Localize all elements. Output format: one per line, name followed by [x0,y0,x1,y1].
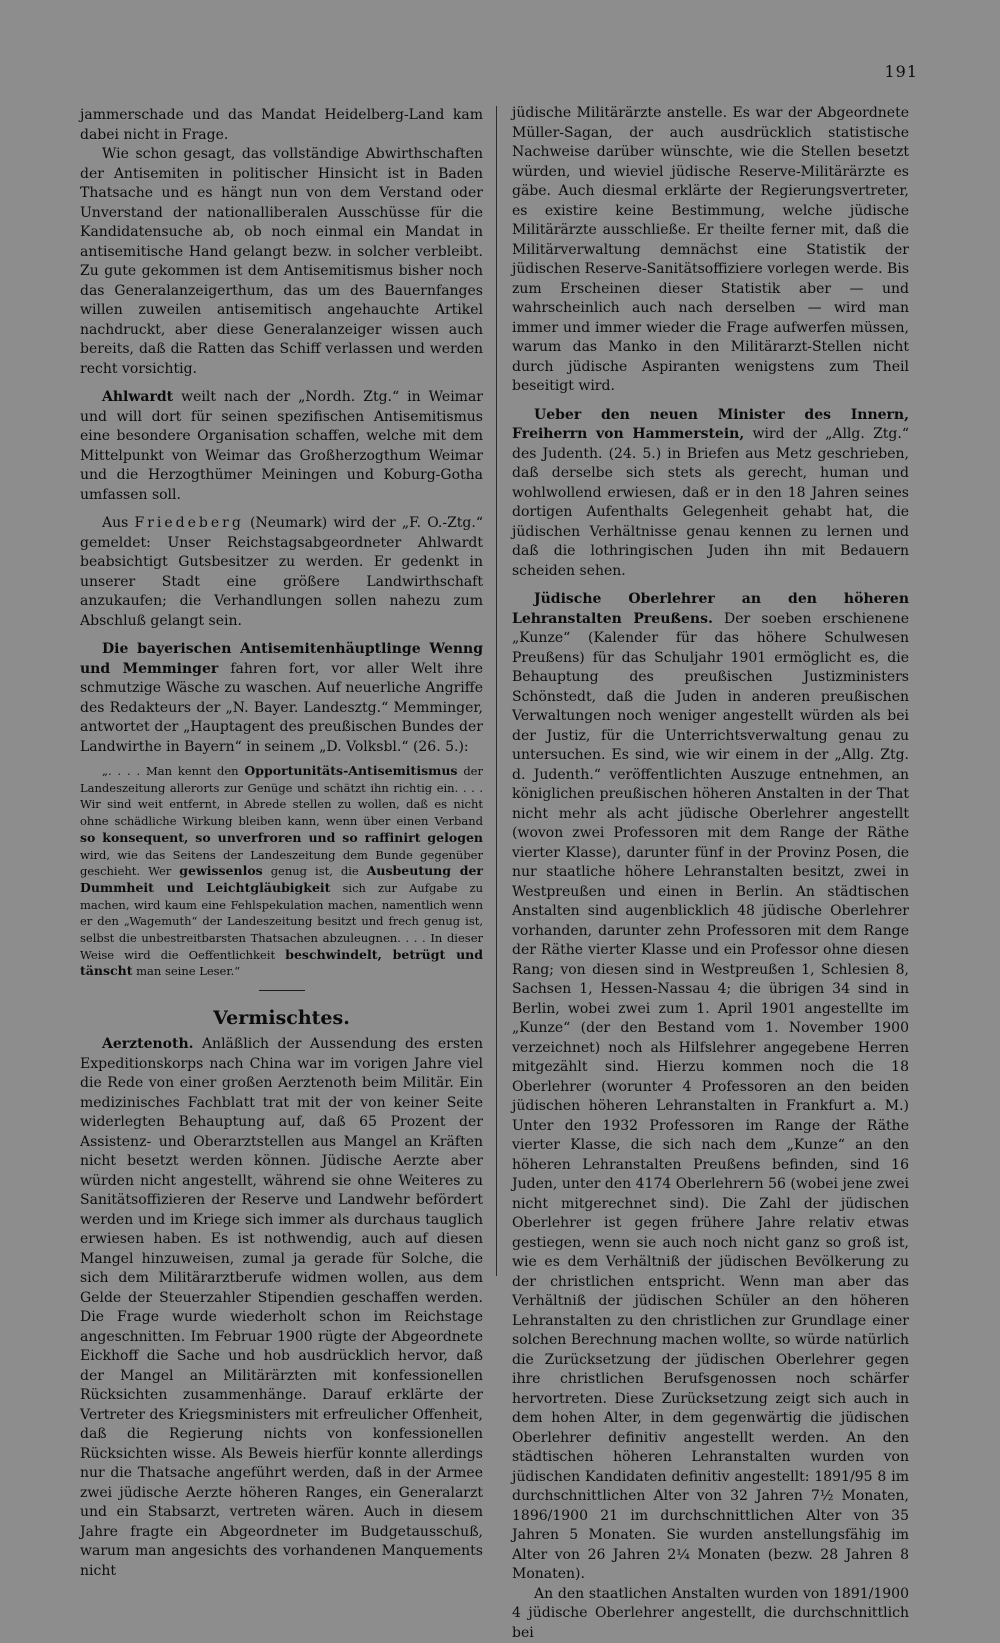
quote-part: wird, wie das Seitens der Landeszeitung dem Bunde gegenüber geschieht. Wer [80,848,483,879]
paragraph-ahlwardt-weimar [80,388,483,505]
column-divider [496,106,497,1276]
quote-bold: so konsequent, so unverfroren und so raffinirt gelogen [80,830,483,845]
quotation-volksblatt [80,763,483,980]
quote-part: der Landeszeitung allerorts zur Genüge und schätzt ihn richtig ein. . . . Wir sind weit entfernt, in Abrede stellen zu wollen, daß es nicht ohne schädliche Wirkung bleiben kann, wenn über einen Verband [80,764,483,828]
quote-bold: beschwindelt, betrügt und tänscht [80,947,483,979]
headline-bavarian-antisemites: Die bayerischen Antisemitenhäuptlinge Wenng und Memminger [80,641,483,677]
section-divider [259,990,305,991]
paragraph-state-institutions: An den staatlichen Anstalten wurden von 1891/1900 4 jüdische Oberlehrer angestellt, die durchschnittlich bei [512,1585,909,1643]
quote-part: genug ist, die [263,864,367,878]
paragraph-oberlehrer-text: Der soeben erschienene „Kunze“ (Kalender für das höhere Schulwesen Preußens) für das Schuljahr 1901 ermöglicht es, die Behauptung des preußischen Justizministers Schönstedt, daß die Juden in anderen preußischen Verwaltungen noch weniger angestellt würden als bei der Justiz, für die Unterrichtsverwaltung genau zu untersuchen. Es sind, wie wir einem in der „Allg. Ztg. d. Judenth.“ veröffentlichten Auszuge entnehmen, an königlichen preußischen höheren Anstalten in der That nicht mehr als acht jüdische Oberlehrer angestellt (wovon zwei Professoren mit dem Range der Räthe vierter Klasse), darunter fünf in der Provinz Posen, die nur staatliche höhere Lehranstalten besitzt, zwei in Westpreußen und einen in Berlin. An städtischen Anstalten sind augenblicklich 48 jüdische Oberlehrer vorhanden, darunter zehn Professoren mit dem Range der Räthe vierter Klasse und ein Professor ohne diesen Rang; von diesen sind in Westpreußen 1, Schlesien 8, Sachsen 1, Hessen-Nassau 4; die übrigen 34 sind in Berlin, wobei zwei zum 1. April 1901 angestellte im „Kunze“ (der den Bestand vom 1. November 1900 verzeichnet) noch als Hilfslehrer angegebene Herren mitgezählt sind. Hierzu kommen noch die 18 Oberlehrer (worunter 4 Professoren an den beiden jüdischen höheren Lehranstalten in Frankfurt a. M.) Unter den 1932 Professoren im Range der Räthe vierter Klasse, die sich nach dem „Kunze“ an den höheren Lehranstalten Preußens befinden, sind 16 Juden, unter den 4174 Oberlehrern 56 (wobei jene zwei nicht mitgerechnet sind). Die Zahl der jüdischen Oberlehrer ist gegen frühere Jahre relativ etwas gestiegen, wenn sie auch noch nicht ganz so groß ist, wie es dem Verhältniß der jüdischen Bevölkerung zu der christlichen entspricht. Wenn man aber das Verhältniß der jüdischen Schüler an den höheren Lehranstalten zu den christlichen zur Grundlage einer solchen Berechnung machen wollte, so würde natürlich die Zurücksetzung der jüdischen Oberlehrer gegen ihre christlichen Berufsgenossen noch schärfer hervortreten. Diese Zurücksetzung zeigt sich auch in dem hohen Alter, in dem gegenwärtig die jüdischen Oberlehrer definitiv angestellt werden. An den städtischen höheren Lehranstalten wurden von jüdischen Kandidaten definitiv angestellt: 1891/95 8 im durchschnittlichen Alter von 32 Jahren 7½ Monaten, 1896/1900 21 im durchschnittlichen Alter von 35 Jahren 5 Monaten. Sie wurden anstellungsfähig im Alter von 26 Jahren 2¼ Monaten (bezw. 28 Jahren 8 Monaten). [512,611,909,1583]
quote-bold: Ausbeutung der Dummheit und Leichtgläubigkeit [80,863,483,895]
paragraph-aerztenoth [80,1035,483,1581]
headline-hammerstein: Ueber den neuen Minister des Innern, Freiherrn von Hammerstein, [512,407,909,443]
paragraph-heidelberg: jammerschade und das Mandat Heidelberg-Land kam dabei nicht in Frage. [80,106,483,145]
right-column [512,104,909,1643]
paragraph-bavarian-text: fahren fort, vor aller Welt ihre schmutzige Wäsche zu waschen. Auf neuerliche Angriffe des Redakteurs der „N. Bayer. Landesztg.“ Memminger, antwortet der „Hauptagent des preußischen Bundes der Landwirthe in Bayern“ in seinem „D. Volksbl.“ (26. 5.): [80,661,483,755]
paragraph-bavarian-antisemites [80,640,483,757]
paragraph-hammerstein-text: wird der „Allg. Ztg.“ des Judenth. (24. 5.) in Briefen aus Metz geschrieben, daß derselbe sich stets als gerecht, human und wohlwollend erwiesen, daß er in den 18 Jahren seines dortigen Aufenthalts Gelegenheit gehabt hat, die jüdischen Verhältnisse genau kennen zu lernen und daß die lothringischen Juden ihn mit Bedauern scheiden sehen. [512,426,909,579]
headline-ahlwardt: Ahlwardt [102,389,173,405]
paragraph-hammerstein [512,406,909,582]
paragraph-ahlwardt-text: weilt nach der „Nordh. Ztg.“ in Weimar und will dort für seinen spezifischen Antisemitismus eine besondere Organisation schaffen, welche mit dem Mittelpunkt von Weimar das Großherzogthum Weimar und die Herzogthümer Meiningen und Koburg-Gotha umfassen soll. [80,389,483,503]
paragraph-oberlehrer [512,590,909,1585]
quote-part: „. . . . Man kennt den [102,764,244,778]
quote-bold: Opportunitäts-Antisemitismus [244,763,457,778]
paragraph-aerztenoth-text: Anläßlich der Aussendung des ersten Expeditionskorps nach China war im vorigen Jahre viel die Rede von einer großen Aerztenoth beim Militär. Ein medizinisches Fachblatt trat mit der von keiner Seite widerlegten Behauptung auf, daß 65 Prozent der Assistenz- und Oberarztstellen aus Mangel an Kräften nicht besetzt werden können. Jüdische Aerzte aber würden nicht angestellt, während sie ohne Weiteres zu Sanitätsoffizieren der Reserve und Landwehr befördert werden und im Kriege sich immer als durchaus tauglich erwiesen haben. Es ist nothwendig, auch auf diesen Mangel hinzuweisen, zumal ja gerade für Solche, die sich dem Militärarztberufe widmen wollen, aus dem Gelde der Steuerzahler Stipendien geschaffen werden. Die Frage wurde wiederholt schon im Reichstage angeschnitten. Im Februar 1900 rügte der Abgeordnete Eickhoff die Sache und hob ausdrücklich hervor, daß der Mangel an Militärärzten mit konfessionellen Rücksichten zusammenhänge. Darauf erklärte der Vertreter des Kriegsministers mit erfreulicher Offenheit, daß die Regierung nichts von konfessionellen Rücksichten wisse. Als Beweis hierfür konnte allerdings nur die Thatsache angeführt werden, daß in der Armee zwei jüdische Aerzte höheren Ranges, ein Generalarzt und ein Stabsarzt, vertreten wären. Auch in diesem Jahre fragte ein Abgeordneter im Budgetausschuß, warum man angesichts des vorhandenen Manquements nicht [80,1036,483,1579]
quote-part: man seine Leser.“ [132,964,240,978]
paragraph-friedeberg [80,514,483,631]
paragraph-baden: Wie schon gesagt, das vollständige Abwirthschaften der Antisemiten in politischer Hinsicht ist in Baden Thatsache und es hängt nun von dem Verstand oder Unverstand der nationalliberalen Ausschüsse für die Kandidatensuche ab, ob noch einmal ein Mandat in antisemitische Hand gelangt bezw. in solcher verbleibt. Zu gute gekommen ist dem Antisemitismus bisher noch das Generalanzeigerthum, das um des Bauernfanges willen zuweilen antisemitisch angehauchte Artikel nachdruckt, aber diese Generalanzeiger wissen auch bereits, daß die Ratten das Schiff verlassen und werden recht vorsichtig. [80,145,483,379]
paragraph-military-doctors: jüdische Militärärzte anstelle. Es war der Abgeordnete Müller-Sagan, der auch ausdrücklich statistische Nachweise darüber wünschte, wie die Stellen besetzt würden, und wieviel jüdische Reserve-Militärärzte es gäbe. Auch diesmal erklärte der Regierungsvertreter, es existire keine Bestimmung, welche jüdische Militärärzte ausschließe. Er theilte ferner mit, daß die Militärverwaltung demnächst eine Statistik der jüdischen Reserve-Sanitätsoffiziere vorlegen werde. Bis zum Erscheinen dieser Statistik aber — und wahrscheinlich auch nach derselben — wird man immer und immer wieder die Frage aufwerfen müssen, warum das Manko in den Militärarzt-Stellen nicht durch jüdische Aspiranten wenigstens zum Theil beseitigt wird. [512,104,909,397]
page-number: 191 [884,62,918,81]
quote-part: sich zur Aufgabe zu machen, wird kaum eine Fehlspekulation machen, namentlich wenn er den „Wagemuth“ der Landeszeitung besitzt und frech genug ist, selbst die unbestreitbarsten Thatsachen abzuleugnen. . . . In dieser Weise wird die Oeffentlichkeit [80,881,483,962]
friedeberg-lead: Aus [102,515,134,531]
section-title-vermischtes: Vermischtes. [80,1005,483,1031]
place-friedeberg: Friedeberg [134,515,243,531]
paragraph-friedeberg-text: (Neumark) wird der „F. O.-Ztg.“ gemeldet: Unser Reichstagsabgeordneter Ahlwardt beabsichtigt Gutsbesitzer zu werden. Er gedenkt in unserer Stadt eine größere Landwirthschaft anzukaufen; die Verhandlungen sollen nahezu zum Abschluß gelangt sein. [80,515,483,629]
left-column [80,106,483,1581]
quote-bold: gewissenlos [179,863,262,878]
headline-oberlehrer: Jüdische Oberlehrer an den höheren Lehranstalten Preußens. [512,591,909,627]
headline-aerztenoth: Aerztenoth. [102,1036,194,1052]
